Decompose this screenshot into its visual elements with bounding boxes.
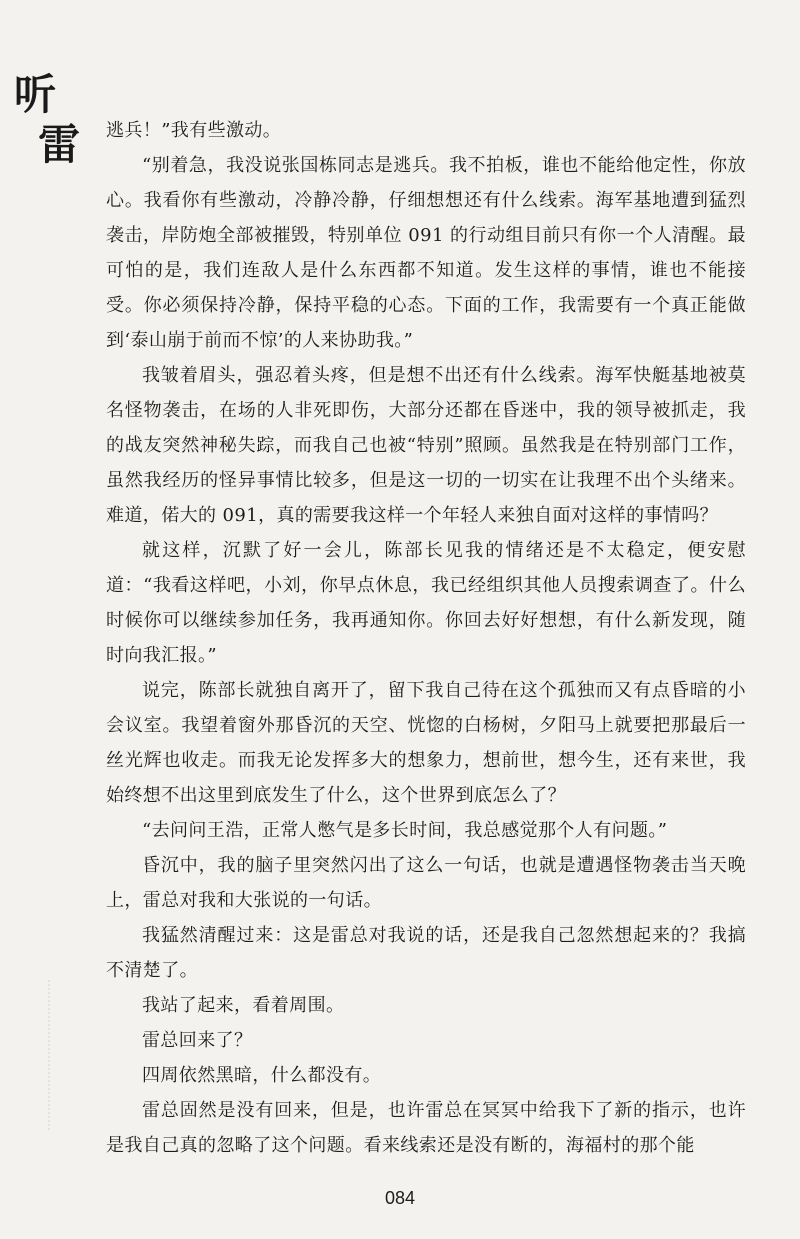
body-text [106, 113, 746, 1163]
paragraph: 雷总回来了？ [142, 1030, 253, 1051]
paragraph: 就这样，沉默了好一会儿，陈部长见我的情绪还是不太稳定，便安慰道：“我看这样吧，小刘，你早点休息，我已经组织其他人员搜索调查了。什么时候你可以继续参加任务，我再通知你。你回去好好想想，有什么新发现，随时向我汇报。” [106, 540, 746, 666]
paragraph: 雷总固然是没有回来，但是，也许雷总在冥冥中给我下了新的指示，也许是我自己真的忽略了这个问题。看来线索还是没有断的，海福村的那个能 [106, 1100, 746, 1156]
book-title-vertical [14, 70, 81, 170]
paragraph: 四周依然黑暗，什么都没有。 [142, 1065, 382, 1086]
page-number: 084 [384, 1188, 416, 1208]
bleed-through-marks [48, 980, 64, 1130]
paragraph: 我猛然清醒过来：这是雷总对我说的话，还是我自己忽然想起来的？我搞不清楚了。 [106, 925, 746, 981]
paragraph: 我皱着眉头，强忍着头疼，但是想不出还有什么线索。海军快艇基地被莫名怪物袭击，在场的人非死即伤，大部分还都在昏迷中，我的领导被抓走，我的战友突然神秘失踪，而我自己也被“特别”照顾。虽然我是在特别部门工作，虽然我经历的怪异事情比较多，但是这一切的一切实在让我理不出个头绪来。难道，偌大的 091，真的需要我这样一个年轻人来独自面对这样的事情吗？ [106, 365, 746, 526]
paragraph: 昏沉中，我的脑子里突然闪出了这么一句话，也就是遭遇怪物袭击当天晚上，雷总对我和大张说的一句话。 [106, 855, 746, 911]
paragraph: 我站了起来，看着周围。 [142, 995, 345, 1016]
title-char-2: 雷 [38, 120, 81, 169]
paragraph: 说完，陈部长就独自离开了，留下我自己待在这个孤独而又有点昏暗的小会议室。我望着窗外那昏沉的天空、恍惚的白杨树，夕阳马上就要把那最后一丝光辉也收走。而我无论发挥多大的想象力，想前世，想今生，还有来世，我始终想不出这里到底发生了什么，这个世界到底怎么了？ [106, 680, 746, 806]
title-char-1: 听 [14, 70, 57, 119]
paragraph: “别着急，我没说张国栋同志是逃兵。我不拍板，谁也不能给他定性，你放心。我看你有些激动，冷静冷静，仔细想想还有什么线索。海军基地遭到猛烈袭击，岸防炮全部被摧毁，特别单位 091 的行动组目前只有你一个人清醒。最可怕的是，我们连敌人是什么东西都不知道。发生这样的事情，谁也不能接受。你必须保持冷静，保持平稳的心态。下面的工作，我需要有一个真正能做到‘泰山崩于前而不惊’的人来协助我。” [106, 155, 746, 351]
paragraph: “去问问王浩，正常人憋气是多长时间，我总感觉那个人有问题。” [142, 820, 668, 841]
paragraph: 逃兵！”我有些激动。 [106, 120, 282, 141]
